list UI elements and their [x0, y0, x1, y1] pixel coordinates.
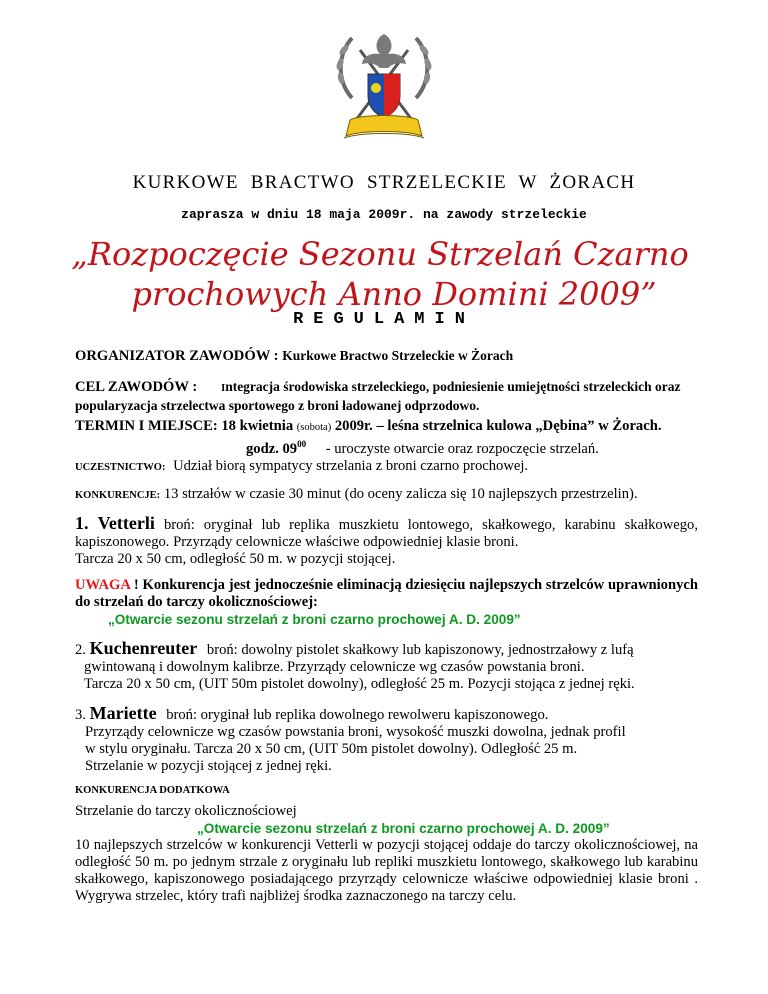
organizer-value: Kurkowe Bractwo Strzeleckie w Żorach	[282, 348, 514, 363]
extra-competition-line-1: Strzelanie do tarczy okolicznościowej	[75, 803, 297, 819]
competition-1-vetterli	[75, 515, 698, 568]
competition-3-name: Mariette	[89, 703, 157, 723]
participants-value: Udział biorą sympatycy strzelania z broni czarno prochowej.	[173, 457, 529, 474]
competition-1-target: Tarcza 20 x 50 cm, odległość 50 m. w pozycji stojącej.	[75, 551, 396, 567]
regulations-heading: REGULAMIN	[293, 310, 475, 329]
competition-3-number: 3.	[75, 707, 86, 723]
extra-competition-target-name: „Otwarcie sezonu strzelań z broni czarno prochowej A. D. 2009”	[197, 821, 610, 836]
goal-value: ntegracja środowiska strzeleckiego, podniesienie umiejętności strzeleckich oraz popularyzacja strzelectwa sportowego z broni ładowanej odprzodowo.	[75, 379, 681, 413]
term-time: godz. 09	[246, 440, 298, 457]
competition-2-kuchenreuter	[75, 640, 698, 693]
competition-2-name: Kuchenreuter	[89, 638, 198, 658]
competition-3-line-1: broń: oryginał lub replika dowolnego rewolweru kapiszonowego.	[166, 707, 549, 723]
term-time-sup: 00	[297, 439, 307, 449]
competition-3-line-2: Przyrządy celownicze wg czasów powstania broni, wysokość muszki dowolna, jednak profil	[85, 724, 626, 740]
term-time-description: - uroczyste otwarcie oraz rozpoczęcie strzelań.	[325, 440, 599, 457]
competition-1-number: 1.	[75, 513, 89, 533]
term-rest: 2009r. – leśna strzelnica kulowa „Dębina” w Żorach.	[334, 418, 662, 434]
competition-2-line-2: gwintowaną i dowolnym kalibrze. Przyrządy celownicze wg czasów powstania broni.	[84, 659, 585, 675]
term-section	[75, 418, 698, 476]
competition-3-line-3: w stylu oryginału. Tarcza 20 x 50 cm, (UIT 50m pistolet dowolny). Odległość 25 m.	[85, 741, 578, 757]
competition-2-line-1: broń: dowolny pistolet skałkowy lub kapiszonowy, jednostrzałowy z lufą	[206, 642, 634, 658]
extra-competition-label: KONKURENCJA DODATKOWA	[75, 785, 230, 796]
event-name-line-2: prochowych Anno Domini 2009”	[131, 275, 657, 313]
competition-3-mariette	[75, 705, 698, 775]
warning-section	[75, 577, 698, 628]
goal-section	[75, 378, 698, 415]
warning-text: ! Konkurencja jest jednocześnie eliminacją dziesięciu najlepszych strzelców uprawnionych do strzelań do tarczy okolicznościowej:	[75, 577, 698, 610]
term-day: (sobota)	[296, 422, 332, 433]
competition-1-text: broń: oryginał lub replika muszkietu lontowego, skałkowego, karabinu skałkowego, kapiszonowego. Przyrządy celownicze właściwe odpowiedniej klasie broni.	[75, 517, 698, 550]
competitions-value: 13 strzałów w czasie 30 minut (do oceny zalicza się 10 najlepszych przestrzelin).	[163, 486, 638, 502]
competition-3-line-4: Strzelanie w pozycji stojącej z jednej ręki.	[85, 758, 332, 774]
page-title: KURKOWE BRACTWO STRZELECKIE W ŻORACH	[132, 172, 636, 193]
warning-label: UWAGA	[75, 577, 131, 593]
organizer-label: ORGANIZATOR ZAWODÓW :	[75, 348, 279, 364]
competition-1-name: Vetterli	[97, 513, 155, 533]
organizer-section	[75, 347, 698, 365]
competition-2-line-3: Tarcza 20 x 50 cm, (UIT 50m pistolet dowolny), odległość 25 m. Pozycji stojąca z jednej ręki.	[84, 676, 635, 692]
competitions-label: KONKURENCJE:	[75, 490, 161, 501]
extra-competition-text: 10 najlepszych strzelców w konkurencji Vetterli w pozycji stojącej oddaje do tarczy okolicznościowej, na odległość 50 m. po jednym strzale z oryginału lub repliki muszkietu lontowego, skałkowego lub karabinu skałkowego, kapiszonowego posiadającego przyrządy celownicze właściwe odpowiedniej klasie broni . Wygrywa strzelec, który trafi najbliżej środka zaznaczonego na tarczy celu.	[75, 837, 698, 904]
term-label: TERMIN I MIEJSCE: 18 kwietnia	[75, 418, 294, 434]
event-name-line-1: „Rozpoczęcie Sezonu Strzelań Czarno	[71, 235, 689, 273]
competition-2-number: 2.	[75, 642, 86, 658]
warning-target-name: „Otwarcie sezonu strzelań z broni czarno prochowej A. D. 2009”	[108, 612, 521, 627]
invitation-line: zaprasza w dniu 18 maja 2009r. na zawody strzeleckie	[181, 207, 587, 222]
extra-competition-section	[75, 782, 698, 905]
brotherhood-emblem-logo	[330, 28, 438, 148]
competitions-section	[75, 486, 698, 504]
participants-label: UCZESTNICTWO:	[75, 461, 166, 473]
goal-initial: I	[221, 383, 226, 394]
goal-label: CEL ZAWODÓW :	[75, 379, 198, 395]
